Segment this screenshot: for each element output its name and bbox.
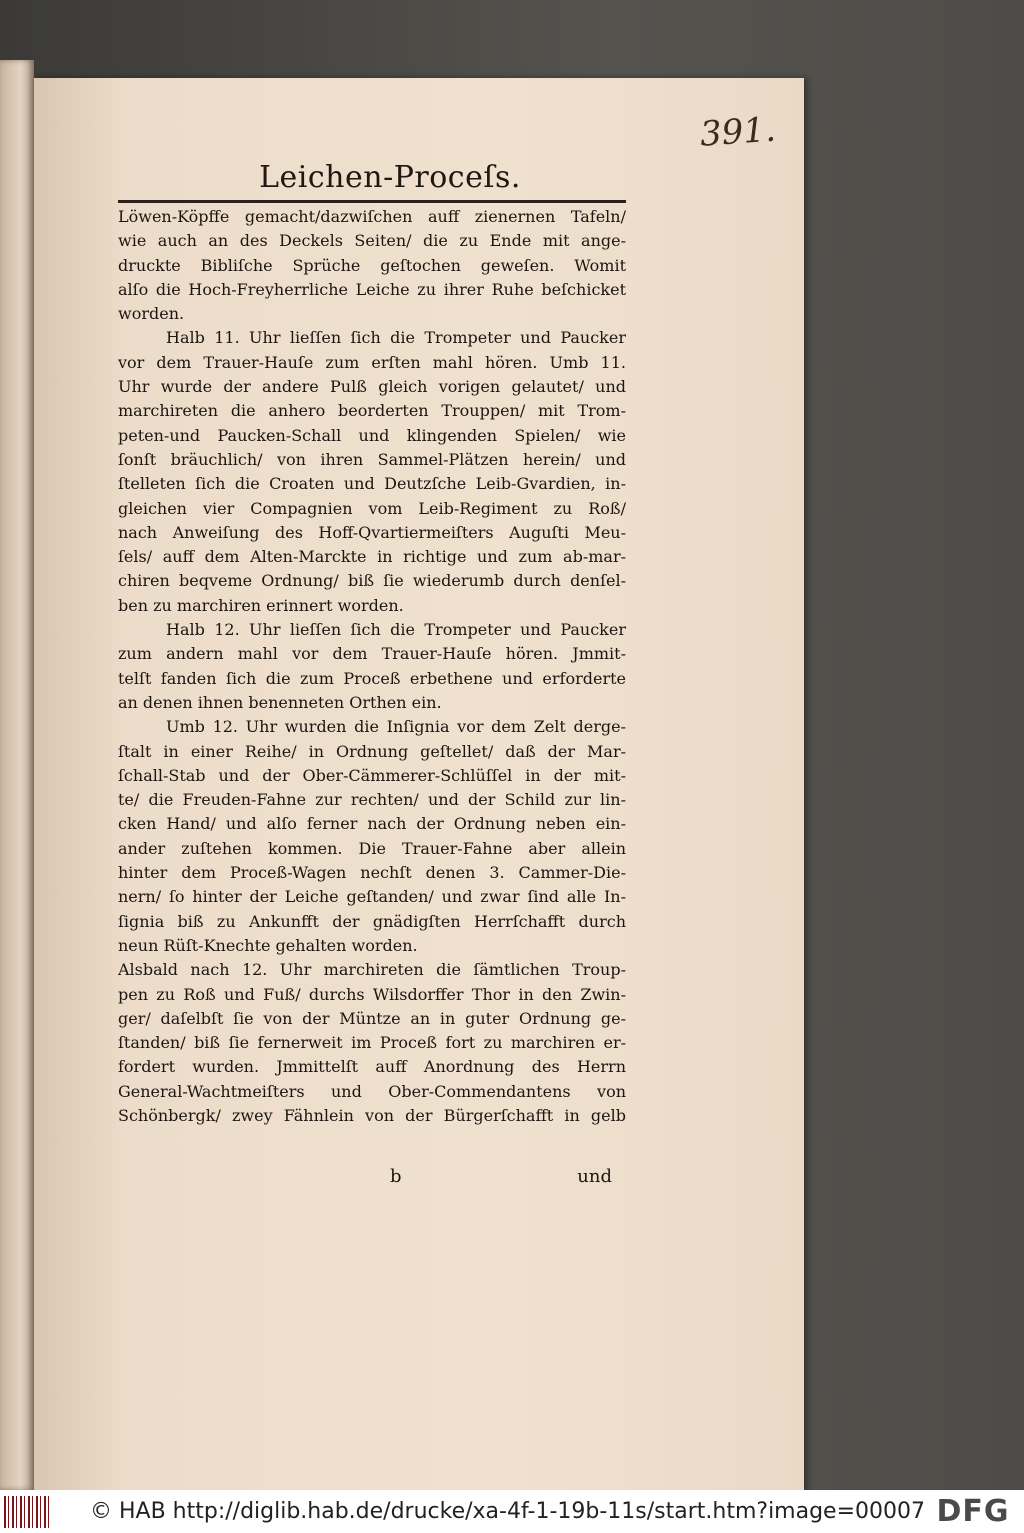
text-line: neun Rüſt-Knechte gehalten worden. bbox=[118, 935, 418, 955]
text-line: ſtanden/ biß ſie fernerweit im Proceß fort zu marchiren er- bbox=[118, 1033, 626, 1053]
text-line: ander zuſtehen kommen. Die Trauer-Fahne aber allein bbox=[118, 838, 626, 858]
text-line: nach Anweiſung des Hoff-Qvartiermeiſters Auguſti Meu- bbox=[118, 522, 626, 542]
running-head: Leichen-Proceſs. bbox=[259, 160, 521, 195]
copyright-link[interactable]: © HAB http://diglib.hab.de/drucke/xa-4f-1-19b-11s/start.htm?image=00007 bbox=[90, 1499, 926, 1524]
text-line: General-Wachtmeiſters und Ober-Commendantens von bbox=[118, 1081, 626, 1101]
text-line: an denen ihnen benenneten Orthen ein. bbox=[118, 692, 442, 712]
dfg-logo: DFG bbox=[936, 1494, 1010, 1529]
text-line: wie auch an des Deckels Seiten/ die zu Ende mit ange- bbox=[118, 231, 626, 251]
page-number: 391. bbox=[698, 109, 778, 155]
footer-bar bbox=[0, 1490, 1024, 1533]
text-line: Löwen-Köpffe gemacht/dazwiſchen auff zienernen Tafeln/ bbox=[118, 207, 626, 226]
text-line: marchireten die anhero beorderten Trouppen/ mit Trom- bbox=[118, 401, 626, 421]
text-line: nern/ ſo hinter der Leiche geſtanden/ und zwar ſind alle In- bbox=[118, 887, 626, 907]
text-line: pen zu Roß und Fuß/ durchs Wilsdorffer Thor in den Zwin- bbox=[118, 984, 626, 1004]
text-line: ſignia biß zu Ankunfft der gnädigſten Herrſchafft durch bbox=[118, 911, 626, 931]
text-line: ſchall-Stab und der Ober-Cämmerer-Schlüſſel in der mit- bbox=[118, 765, 626, 785]
text-line: Halb 12. Uhr lieſſen ſich die Trompeter und Paucker bbox=[166, 620, 626, 640]
header-rule bbox=[118, 200, 626, 203]
library-barcode-icon bbox=[4, 1496, 50, 1528]
signature-mark: b bbox=[390, 1166, 402, 1187]
text-line: cken Hand/ und alſo ferner nach der Ordnung neben ein- bbox=[118, 814, 626, 834]
text-line: Halb 11. Uhr lieſſen ſich die Trompeter und Paucker bbox=[166, 328, 626, 348]
text-line: alſo die Hoch-Freyherrliche Leiche zu ihrer Ruhe beſchicket bbox=[118, 279, 626, 299]
text-line: druckte Bibliſche Sprüche geſtochen geweſen. Womit bbox=[118, 255, 626, 275]
text-line: ſtelleten ſich die Croaten und Deutzſche Leib-Gvardien, in- bbox=[118, 474, 626, 494]
text-line: Schönbergk/ zwey Fähnlein von der Bürgerſchafft in gelb bbox=[118, 1105, 626, 1125]
text-line: Umb 12. Uhr wurden die Inſignia vor dem Zelt derge- bbox=[166, 717, 626, 737]
text-line: gleichen vier Compagnien vom Leib-Regiment zu Roß/ bbox=[118, 498, 626, 518]
text-line: peten-und Paucken-Schall und klingenden Spielen/ wie bbox=[118, 425, 626, 445]
text-line: Alsbald nach 12. Uhr marchireten die ſämtlichen Troup- bbox=[118, 960, 626, 980]
text-line: ſels/ auff dem Alten-Marckte in richtige und zum ab-mar- bbox=[118, 547, 626, 567]
previous-page-edge bbox=[0, 60, 34, 1490]
catchword: und bbox=[577, 1166, 612, 1187]
text-line: ſtalt in einer Reihe/ in Ordnung geſtellet/ daß der Mar- bbox=[118, 741, 626, 761]
text-line: hinter dem Proceß-Wagen nechſt denen 3. Cammer-Die- bbox=[118, 863, 626, 883]
text-line: ben zu marchiren erinnert worden. bbox=[118, 595, 404, 615]
catchwords-line bbox=[118, 1166, 626, 1196]
text-line: telſt fanden ſich die zum Proceß erbethene und erforderte bbox=[118, 668, 626, 688]
text-line: te/ die Freuden-Fahne zur rechten/ und der Schild zur lin- bbox=[118, 790, 626, 810]
text-line: chiren beqveme Ordnung/ biß ſie wiederumb durch denſel- bbox=[118, 571, 626, 591]
text-line: worden. bbox=[118, 304, 185, 324]
body-text bbox=[118, 205, 626, 1128]
text-line: ger/ daſelbſt ſie von der Müntze an in guter Ordnung ge- bbox=[118, 1008, 626, 1028]
text-line: fordert wurden. Jmmittelſt auff Anordnung des Herrn bbox=[118, 1057, 626, 1077]
text-line: Uhr wurde der andere Pulß gleich vorigen gelautet/ und bbox=[118, 377, 626, 397]
text-line: zum andern mahl vor dem Trauer-Hauſe hören. Jmmit- bbox=[118, 644, 626, 664]
text-line: ſonſt bräuchlich/ von ihren Sammel-Plätzen herein/ und bbox=[118, 449, 626, 469]
text-line: vor dem Trauer-Hauſe zum erſten mahl hören. Umb 11. bbox=[118, 352, 626, 372]
